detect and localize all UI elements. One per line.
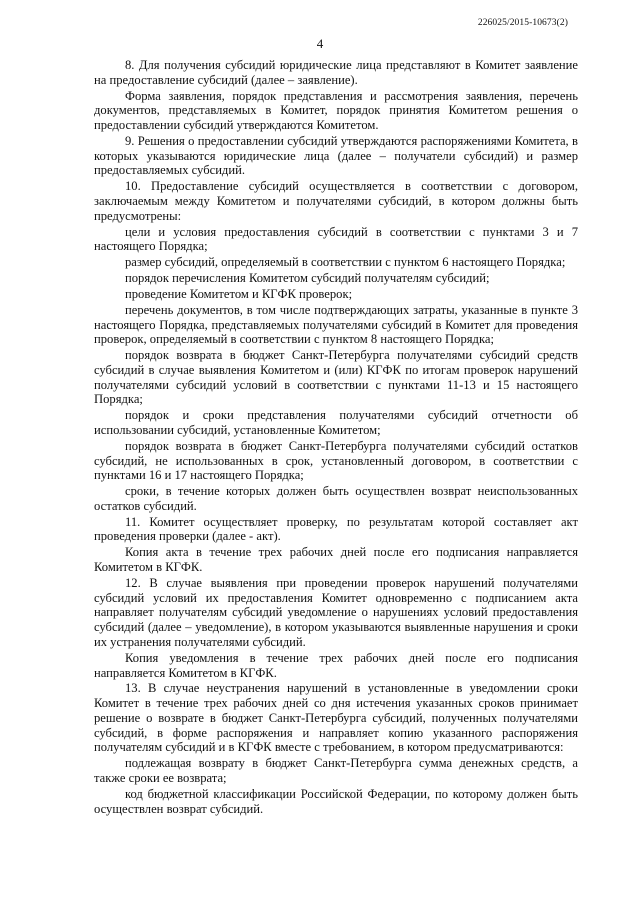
list-item: размер субсидий, определяемый в соответствии с пунктом 6 настоящего Порядка; bbox=[125, 255, 566, 270]
list-item: цели и условия предоставления субсидий в соответствии с пунктами 3 и 7 настоящего Порядка; bbox=[94, 224, 578, 254]
list-item: порядок перечисления Комитетом субсидий получателям субсидий; bbox=[125, 271, 490, 286]
paragraph-11: 11. Комитет осуществляет проверку, по результатам которой составляет акт проведения проверки (далее - акт). bbox=[94, 514, 578, 544]
list-item: проведение Комитетом и КГФК проверок; bbox=[125, 286, 353, 301]
paragraph: Копия акта в течение трех рабочих дней после его подписания направляется Комитетом в КГФК. bbox=[94, 545, 578, 575]
paragraph-9: 9. Решения о предоставлении субсидий утверждаются распоряжениями Комитета, в которых указываются юридические лица (далее – получатели субсидий) и размер предоставляемых субсидий. bbox=[94, 133, 578, 178]
list-item: подлежащая возврату в бюджет Санкт-Петербурга сумма денежных средств, а также сроки ее возврата; bbox=[94, 756, 578, 785]
paragraph: Форма заявления, порядок представления и рассмотрения заявления, перечень документов, представляемых в Комитет, порядок принятия Комитетом решения о предоставлении субсидий утверждаются Комитетом. bbox=[94, 88, 578, 133]
page-number: 4 bbox=[316, 36, 324, 51]
list-item: перечень документов, в том числе подтверждающих затраты, указанные в пункте 3 настоящего Порядка, представляемых получателями субсидий в Комитет для проведения проверок, определяемый в соответствии с пунктом 8 настоящего Порядка; bbox=[94, 302, 578, 347]
paragraph: Копия уведомления в течение трех рабочих дней после его подписания направляется Комитетом в КГФК. bbox=[94, 650, 578, 680]
document-body bbox=[94, 58, 578, 817]
paragraph-13: 13. В случае неустранения нарушений в установленные в уведомлении сроки Комитет в течение трех рабочих дней со дня истечения указанных сроков принимает решение о возврате в бюджет Санкт-Петербурга субсидий, полученных получателями субсидий, в форме распоряжения и направляет копию указанного распоряжения получателям субсидий и в КГФК вместе с требованием, в котором предусматриваются: bbox=[94, 681, 578, 755]
document-registration-number: 226025/2015-10673(2) bbox=[477, 18, 568, 28]
list-item: порядок возврата в бюджет Санкт-Петербурга получателями субсидий остатков субсидий, не использованных в срок, установленный договором, в соответствии с пунктами 16 и 17 настоящего Порядка; bbox=[94, 438, 578, 483]
list-item: порядок возврата в бюджет Санкт-Петербурга получателями субсидий средств субсидий в случае выявления Комитетом и (или) КГФК по итогам проверок нарушений получателями субсидий условий в соответствии с пунктами 11-13 и 15 настоящего Порядка; bbox=[94, 348, 578, 407]
list-item: код бюджетной классификации Российской Федерации, по которому должен быть осуществлен возврат субсидий. bbox=[94, 786, 578, 816]
paragraph-12: 12. В случае выявления при проведении проверок нарушений получателями субсидий условий их предоставления Комитет одновременно с подписанием акта направляет получателям субсидий уведомление о нарушениях условий предоставления субсидий (далее – уведомление), в котором указываются выявленные нарушения и сроки их устранения получателями субсидий. bbox=[94, 575, 578, 649]
list-item: сроки, в течение которых должен быть осуществлен возврат неиспользованных остатков субсидий. bbox=[94, 484, 578, 513]
paragraph-10: 10. Предоставление субсидий осуществляется в соответствии с договором, заключаемым между Комитетом и получателями субсидий, в котором должны быть предусмотрены: bbox=[94, 179, 578, 223]
paragraph-8: 8. Для получения субсидий юридические лица представляют в Комитет заявление на предоставление субсидий (далее – заявление). bbox=[94, 58, 578, 87]
list-item: порядок и сроки представления получателями субсидий отчетности об использовании субсидий, установленные Комитетом; bbox=[94, 408, 578, 437]
